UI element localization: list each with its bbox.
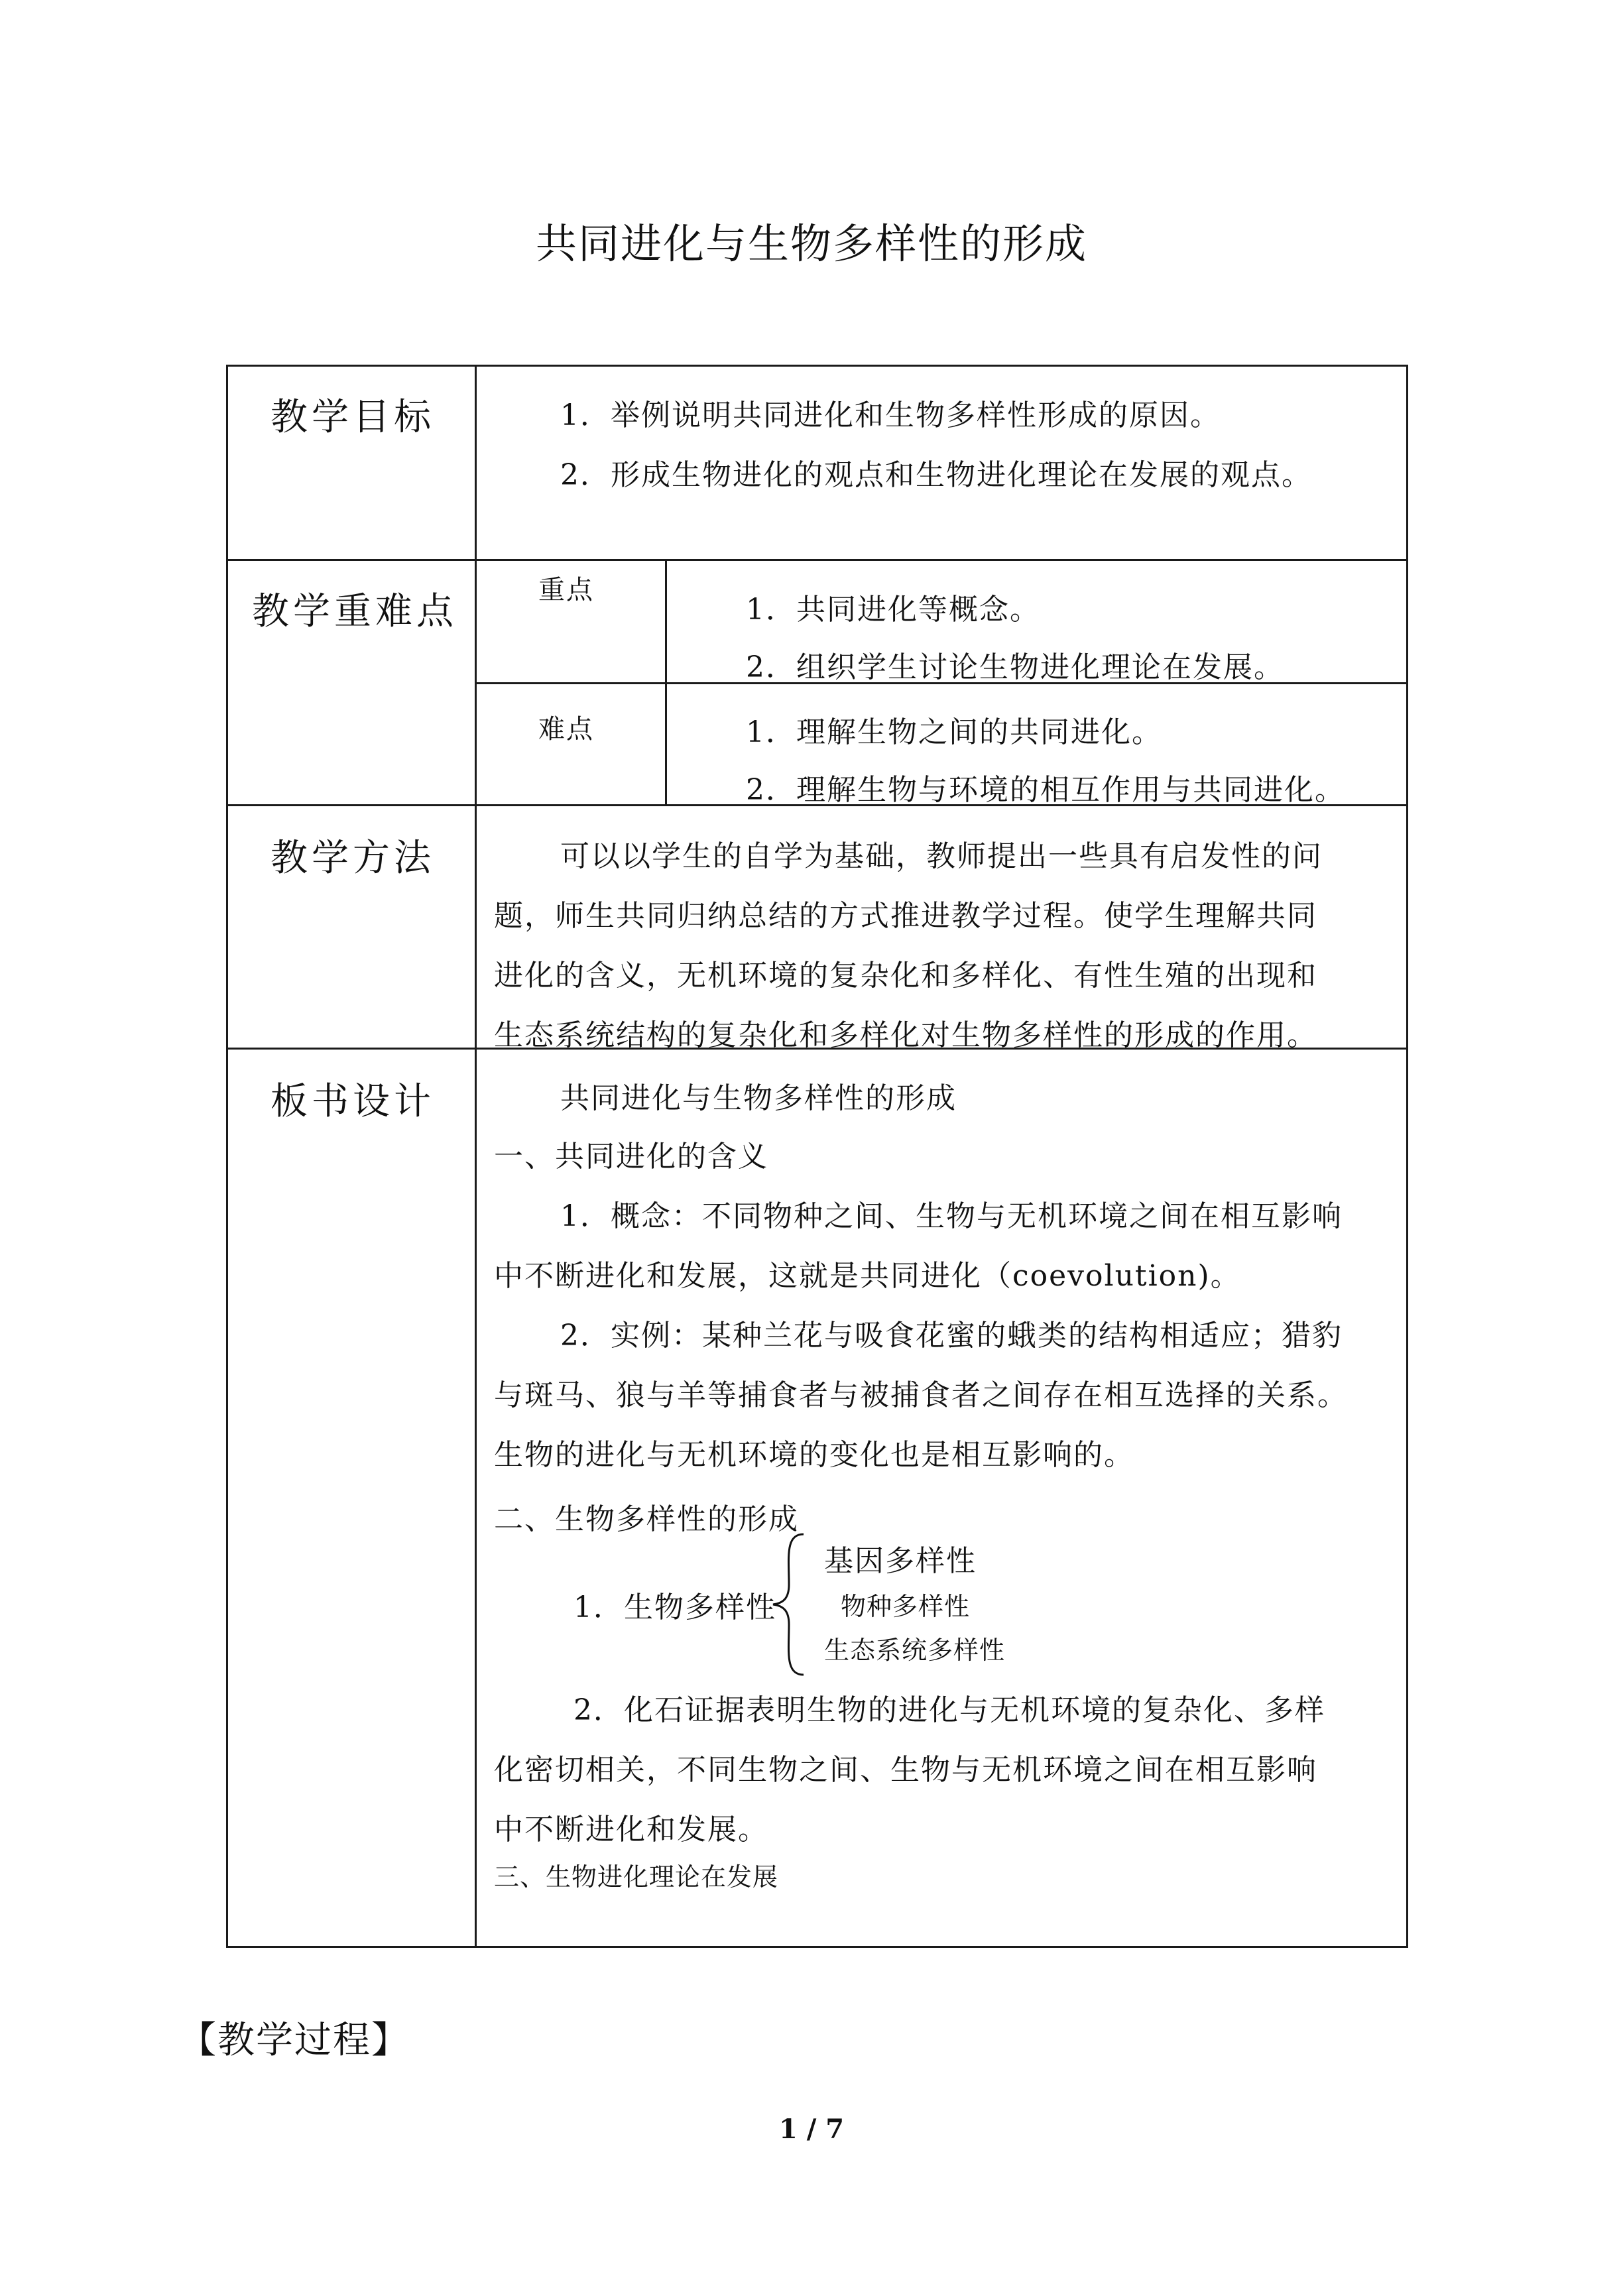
objectives-label: 教学目标 xyxy=(270,396,435,439)
diversity-label: 1．生物多样性 xyxy=(573,1591,776,1624)
board-fossil-line-3: 中不断进化和发展。 xyxy=(494,1813,768,1846)
board-concept-line-2: 中不断进化和发展，这就是共同进化（coevolution)。 xyxy=(494,1259,1241,1293)
board-section-3: 三、生物进化理论在发展 xyxy=(494,1862,779,1892)
diversity-item-gene: 基因多样性 xyxy=(824,1544,977,1578)
board-fossil-line-1: 2．化石证据表明生物的进化与无机环境的复杂化、多样 xyxy=(573,1693,1325,1727)
process-heading: 【教学过程】 xyxy=(179,2019,410,2062)
board-concept-line-1: 1．概念：不同物种之间、生物与无机环境之间在相互影响 xyxy=(560,1199,1343,1233)
diversity-item-species: 物种多样性 xyxy=(841,1592,971,1621)
table-border-bottom xyxy=(226,1946,1408,1948)
board-example-line-1: 2．实例：某种兰花与吸食花蜜的蛾类的结构相适应；猎豹 xyxy=(560,1319,1343,1353)
board-section-2: 二、生物多样性的形成 xyxy=(494,1502,799,1536)
method-label: 教学方法 xyxy=(270,837,435,880)
objective-item-1: 1．举例说明共同进化和生物多样性形成的原因。 xyxy=(560,398,1221,432)
board-label: 板书设计 xyxy=(270,1080,435,1123)
difficulty-item-1: 1．理解生物之间的共同进化。 xyxy=(746,715,1162,749)
board-example-line-3: 生物的进化与无机环境的变化也是相互影响的。 xyxy=(494,1438,1134,1472)
method-line-4: 生态系统结构的复杂化和多样化对生物多样性的形成的作用。 xyxy=(494,1018,1317,1052)
key-points-label: 教学重难点 xyxy=(252,590,457,633)
board-heading: 共同进化与生物多样性的形成 xyxy=(560,1081,957,1115)
focus-label: 重点 xyxy=(538,575,594,605)
page-indicator: 1 / 7 xyxy=(778,2114,845,2145)
curly-brace-icon xyxy=(769,1532,809,1677)
table-col-divider xyxy=(475,365,477,1948)
focus-item-2: 2．组织学生讨论生物进化理论在发展。 xyxy=(746,650,1284,684)
subcol-divider xyxy=(665,559,667,806)
objective-item-2: 2．形成生物进化的观点和生物进化理论在发展的观点。 xyxy=(560,458,1312,492)
difficulty-item-2: 2．理解生物与环境的相互作用与共同进化。 xyxy=(746,773,1345,807)
board-fossil-line-2: 化密切相关，不同生物之间、生物与无机环境之间在相互影响 xyxy=(494,1753,1317,1787)
difficulty-label: 难点 xyxy=(538,714,594,745)
method-line-1: 可以以学生的自学为基础，教师提出一些具有启发性的问 xyxy=(560,839,1323,873)
table-border-top xyxy=(226,365,1408,367)
board-example-line-2: 与斑马、狼与羊等捕食者与被捕食者之间存在相互选择的关系。 xyxy=(494,1378,1348,1412)
table-border-left xyxy=(226,365,228,1948)
focus-item-1: 1．共同进化等概念。 xyxy=(746,593,1040,627)
table-border-right xyxy=(1406,365,1408,1948)
diversity-item-ecosystem: 生态系统多样性 xyxy=(824,1636,1006,1665)
board-section-1: 一、共同进化的含义 xyxy=(494,1140,768,1174)
row-divider-1 xyxy=(226,559,1408,561)
page-title: 共同进化与生物多样性的形成 xyxy=(535,219,1087,268)
method-line-2: 题，师生共同归纳总结的方式推进教学过程。使学生理解共同 xyxy=(494,899,1317,933)
method-line-3: 进化的含义，无机环境的复杂化和多样化、有性生殖的出现和 xyxy=(494,959,1317,993)
